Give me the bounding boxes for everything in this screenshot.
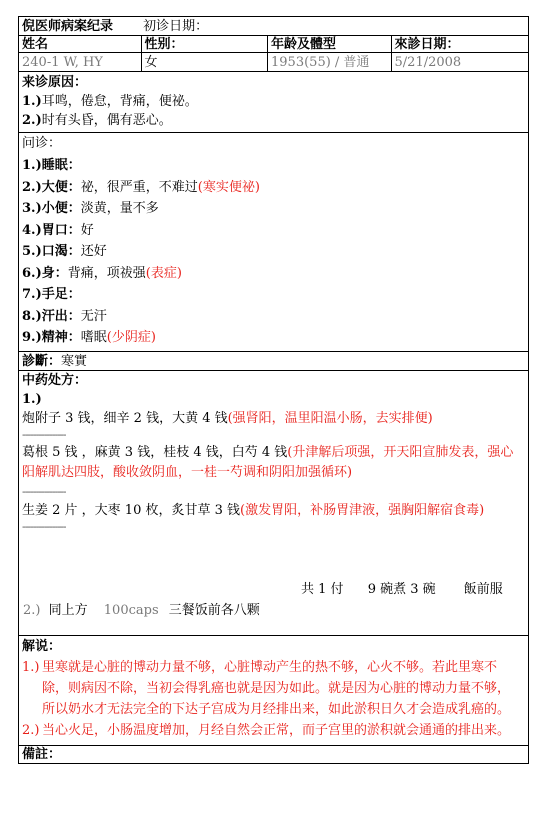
remarks-label: 備註：: [22, 746, 62, 762]
explanation-heading: 解说：: [22, 638, 62, 654]
divider-dashes: ----------------: [22, 427, 66, 441]
section2-num: 2.): [23, 602, 41, 618]
inquiry-item-urine: 3.)小便：淡黄，量不多: [22, 201, 159, 216]
inquiry-section: [18, 132, 529, 351]
header-name: 姓名: [19, 36, 142, 52]
header-age: 年龄及體型: [268, 36, 392, 52]
summary-timing: 飯前服: [463, 581, 503, 597]
prescription-section1-num: 1.): [22, 391, 42, 407]
visit-reason-item: 2.)时有头昏，偶有恶心。: [22, 113, 172, 128]
divider-dashes: ----------------: [22, 484, 66, 498]
section2-text: 同上方: [48, 602, 88, 618]
prescription-section: [18, 370, 529, 635]
diagnosis-row: [18, 351, 529, 370]
diagnosis-label: 診斷：: [22, 353, 62, 369]
value-age: 1953(55) / 普通: [268, 53, 392, 71]
explanation-section: [18, 635, 529, 745]
summary-bowls: 9 碗煮 3 碗: [367, 581, 436, 597]
divider-dashes: ----------------: [22, 519, 66, 533]
patient-table-values: [18, 52, 529, 71]
explanation-item-1: 1.) 里寒就是心脏的博动力量不够，心脏博动产生的热不够，心火不够。若此里寒不除，则病因不除，当初会得乳癌也就是因为如此。就是因为心脏的博动力量不够，所以奶水才无法完全的下达子宫成为月经排出来，如此淤积日久才会造成乳癌的。: [22, 659, 511, 717]
header-date: 來診日期：: [394, 37, 460, 52]
title-row: [18, 16, 529, 35]
patient-table-header: [18, 35, 529, 52]
visit-reason-section: [18, 71, 529, 132]
visit-reason-item: 1.)耳鸣，倦怠，背痛，便祕。: [22, 94, 198, 109]
inquiry-item-appetite: 4.)胃口：好: [22, 222, 94, 238]
first-visit-date-label: 初诊日期：: [143, 19, 209, 34]
value-sex: 女: [142, 53, 269, 71]
visit-reason-heading: 来诊原因：: [22, 75, 88, 90]
header-sex: 性别：: [142, 36, 269, 52]
explanation-item-2: 2.) 当心火足，小肠温度增加，月经自然会正常，而子宫里的淤积就会通通的排出来。: [22, 722, 511, 738]
inquiry-heading: 问诊：: [22, 136, 62, 151]
section2-caps: 100caps: [103, 602, 159, 618]
section2-dose: 三餐饭前各八颗: [168, 602, 260, 618]
inquiry-item-stool: 2.)大便：祕，很严重，不难过(寒实便祕): [22, 179, 260, 195]
summary-total: 共 1 付: [301, 581, 344, 597]
prescription-section2: [23, 599, 260, 618]
page-title: 倪医师病案纪录: [22, 19, 114, 34]
herb-group-1: 炮附子 3 钱，细辛 2 钱，大黄 4 钱(强肾阳，温里阳温小肠，去实排便): [22, 410, 433, 426]
inquiry-item-sleep: 1.)睡眠：: [22, 158, 81, 173]
case-record-document: [18, 16, 529, 764]
prescription-heading: 中药处方：: [22, 372, 88, 388]
inquiry-item-body: 6.)身：背痛，项祓强(表症): [22, 265, 182, 281]
remarks-row: [18, 745, 529, 764]
inquiry-item-limbs: 7.)手足：: [22, 287, 81, 302]
herb-group-2: 葛根 5 钱 ，麻黄 3 钱，桂枝 4 钱，白芍 4 钱(升津解后项强，开天阳宣肺发表，强心阳解肌达四肢，酸收敛阴血，一桂一芍调和阴阳加强循环): [22, 444, 514, 480]
inquiry-list: [19, 155, 528, 349]
inquiry-item-sweat: 8.)汗出：无汗: [22, 308, 107, 324]
diagnosis-value: 寒實: [61, 353, 88, 369]
value-date: 5/21/2008: [394, 55, 462, 70]
inquiry-item-spirit: 9.)精神：嗜眠(少阴症): [22, 330, 156, 345]
herb-group-3: 生姜 2 片 ，大枣 10 枚，炙甘草 3 钱(激发胃阳，补肠胃津液，强胸阳解宿食毒): [22, 502, 485, 518]
value-name: 240-1 W, HY: [19, 53, 142, 71]
inquiry-item-thirst: 5.)口渴：还好: [22, 244, 107, 259]
prescription-summary: [301, 578, 503, 597]
